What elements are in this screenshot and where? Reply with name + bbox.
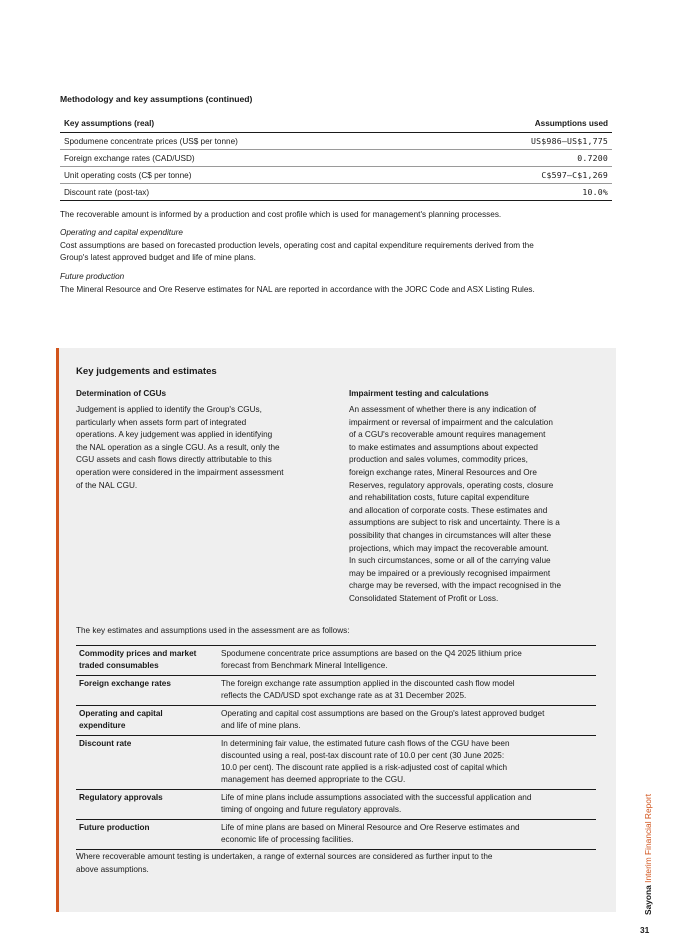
assumptions-table: [60, 116, 612, 201]
estimate-value: Life of mine plans include assumptions associated with the successful application and timing of ongoing and future regulatory approvals.: [218, 790, 596, 820]
estimates-table: [76, 645, 596, 850]
text-line: Reserves, regulatory approvals, operating costs, closure: [349, 480, 554, 490]
table-row: [60, 133, 612, 150]
text-line: An assessment of whether there is any indication of: [349, 405, 537, 414]
text-line: charge may be reversed, with the impact recognised in the: [349, 581, 562, 591]
table-row: [60, 184, 612, 201]
text-line: and rehabilitation costs, future capital expenditure: [349, 493, 530, 503]
estimate-value: In determining fair value, the estimated future cash flows of the CGU have been discounted using a real, post-tax discount rate of 10.0 per cent (30 June 2025: 10.0 per cent). The discount rate applied is a risk-adjusted cost of capital which management has deemed appropriate to the CGU.: [218, 736, 596, 790]
box-title: Key judgements and estimates: [76, 366, 217, 377]
table-cell: Discount rate (post-tax): [60, 184, 436, 201]
text-line: and allocation of corporate costs. These estimates and: [349, 505, 548, 515]
estimate-key: Regulatory approvals: [76, 790, 218, 820]
closing-paragraph: [76, 851, 576, 876]
text-line: impairment or reversal of impairment and the calculation: [349, 417, 553, 427]
opcap-heading: Operating and capital expenditure: [60, 228, 183, 237]
future-production-text: The Mineral Resource and Ore Reserve estimates for NAL are reported in accordance with the JORC Code and ASX Listing Rules.: [60, 285, 535, 294]
table-row: [76, 790, 596, 820]
opcap-line: Cost assumptions are based on forecasted production levels, operating cost and capital expenditure requirements derived from the: [60, 241, 534, 250]
table-row: [60, 150, 612, 167]
estimate-key: Future production: [76, 820, 218, 850]
table-row: [76, 676, 596, 706]
column-header: Assumptions used: [436, 116, 612, 133]
table-cell: Spodumene concentrate prices (US$ per tonne): [60, 133, 436, 150]
estimate-key: Operating and capital expenditure: [76, 706, 218, 736]
text-line: projections, which may impact the recoverable amount.: [349, 543, 549, 553]
text-line: to make estimates and assumptions about expected: [349, 442, 538, 452]
right-column-text: [349, 404, 561, 606]
report-sidebar-label: [643, 794, 653, 915]
estimate-key: Commodity prices and market traded consumables: [76, 646, 218, 676]
text-line: Judgement is applied to identify the Group's CGUs,: [76, 405, 262, 414]
table-cell: Foreign exchange rates (CAD/USD): [60, 150, 436, 167]
estimate-value: The foreign exchange rate assumption applied in the discounted cash flow model reflects the CAD/USD spot exchange rate as at 31 December 2025.: [218, 676, 596, 706]
text-line: operations. A key judgement was applied in identifying: [76, 430, 273, 440]
estimate-value: Operating and capital cost assumptions are based on the Group's latest approved budget and life of mine plans.: [218, 706, 596, 736]
table-cell: 0.7200: [436, 150, 612, 167]
table-row: [76, 706, 596, 736]
opcap-line: Group's latest approved budget and life of mine plans.: [60, 253, 256, 262]
text-line: possibility that changes in circumstances will alter these: [349, 530, 552, 540]
text-line: assumptions are subject to risk and uncertainty. There is a: [349, 518, 560, 528]
table-cell: Unit operating costs (C$ per tonne): [60, 167, 436, 184]
text-line: may be impaired or a previously recognised impairment: [349, 568, 551, 578]
table-row: [60, 167, 612, 184]
table-row: [76, 820, 596, 850]
table-cell: 10.0%: [436, 184, 612, 201]
table-row: [76, 646, 596, 676]
left-column-text: [76, 404, 284, 492]
text-line: Where recoverable amount testing is undertaken, a range of external sources are considered as further input to the: [76, 852, 493, 861]
estimate-key: Foreign exchange rates: [76, 676, 218, 706]
text-line: the NAL operation as a single CGU. As a result, only the: [76, 442, 280, 452]
text-line: production and sales volumes, commodity prices,: [349, 455, 528, 465]
table-header-row: [60, 116, 612, 133]
text-line: CGU assets and cash flows directly attributable to this: [76, 455, 272, 465]
page-number: 31: [640, 925, 650, 935]
table-cell: US$986–US$1,775: [436, 133, 612, 150]
text-line: of the NAL CGU.: [76, 480, 138, 490]
report-name: Interim Financial Report: [643, 793, 653, 883]
table-row: [76, 736, 596, 790]
section-title: Methodology and key assumptions (continued): [60, 94, 253, 104]
text-line: Consolidated Statement of Profit or Loss.: [349, 593, 499, 603]
estimates-intro: The key estimates and assumptions used in the assessment are as follows:: [76, 626, 350, 635]
estimate-key: Discount rate: [76, 736, 218, 790]
brand-name: Sayona: [643, 885, 653, 915]
text-line: foreign exchange rates, Mineral Resources and Ore: [349, 467, 537, 477]
text-line: operation were considered in the impairment assessment: [76, 467, 284, 477]
text-line: of a CGU's recoverable amount requires management: [349, 430, 546, 440]
text-line: above assumptions.: [76, 864, 149, 874]
column-header: Key assumptions (real): [60, 116, 436, 133]
left-column-heading: Determination of CGUs: [76, 389, 167, 398]
estimate-value: Life of mine plans are based on Mineral Resource and Ore Reserve estimates and economic life of processing facilities.: [218, 820, 596, 850]
text-line: particularly when assets form part of integrated: [76, 417, 247, 427]
right-column-heading: Impairment testing and calculations: [349, 389, 489, 398]
recoverable-paragraph: The recoverable amount is informed by a production and cost profile which is used for management's planning processes.: [60, 210, 502, 219]
table-cell: C$597–C$1,269: [436, 167, 612, 184]
future-production-heading: Future production: [60, 272, 125, 281]
text-line: In such circumstances, some or all of the carrying value: [349, 556, 551, 566]
estimate-value: Spodumene concentrate price assumptions are based on the Q4 2025 lithium price forecast from Benchmark Mineral Intelligence.: [218, 646, 596, 676]
